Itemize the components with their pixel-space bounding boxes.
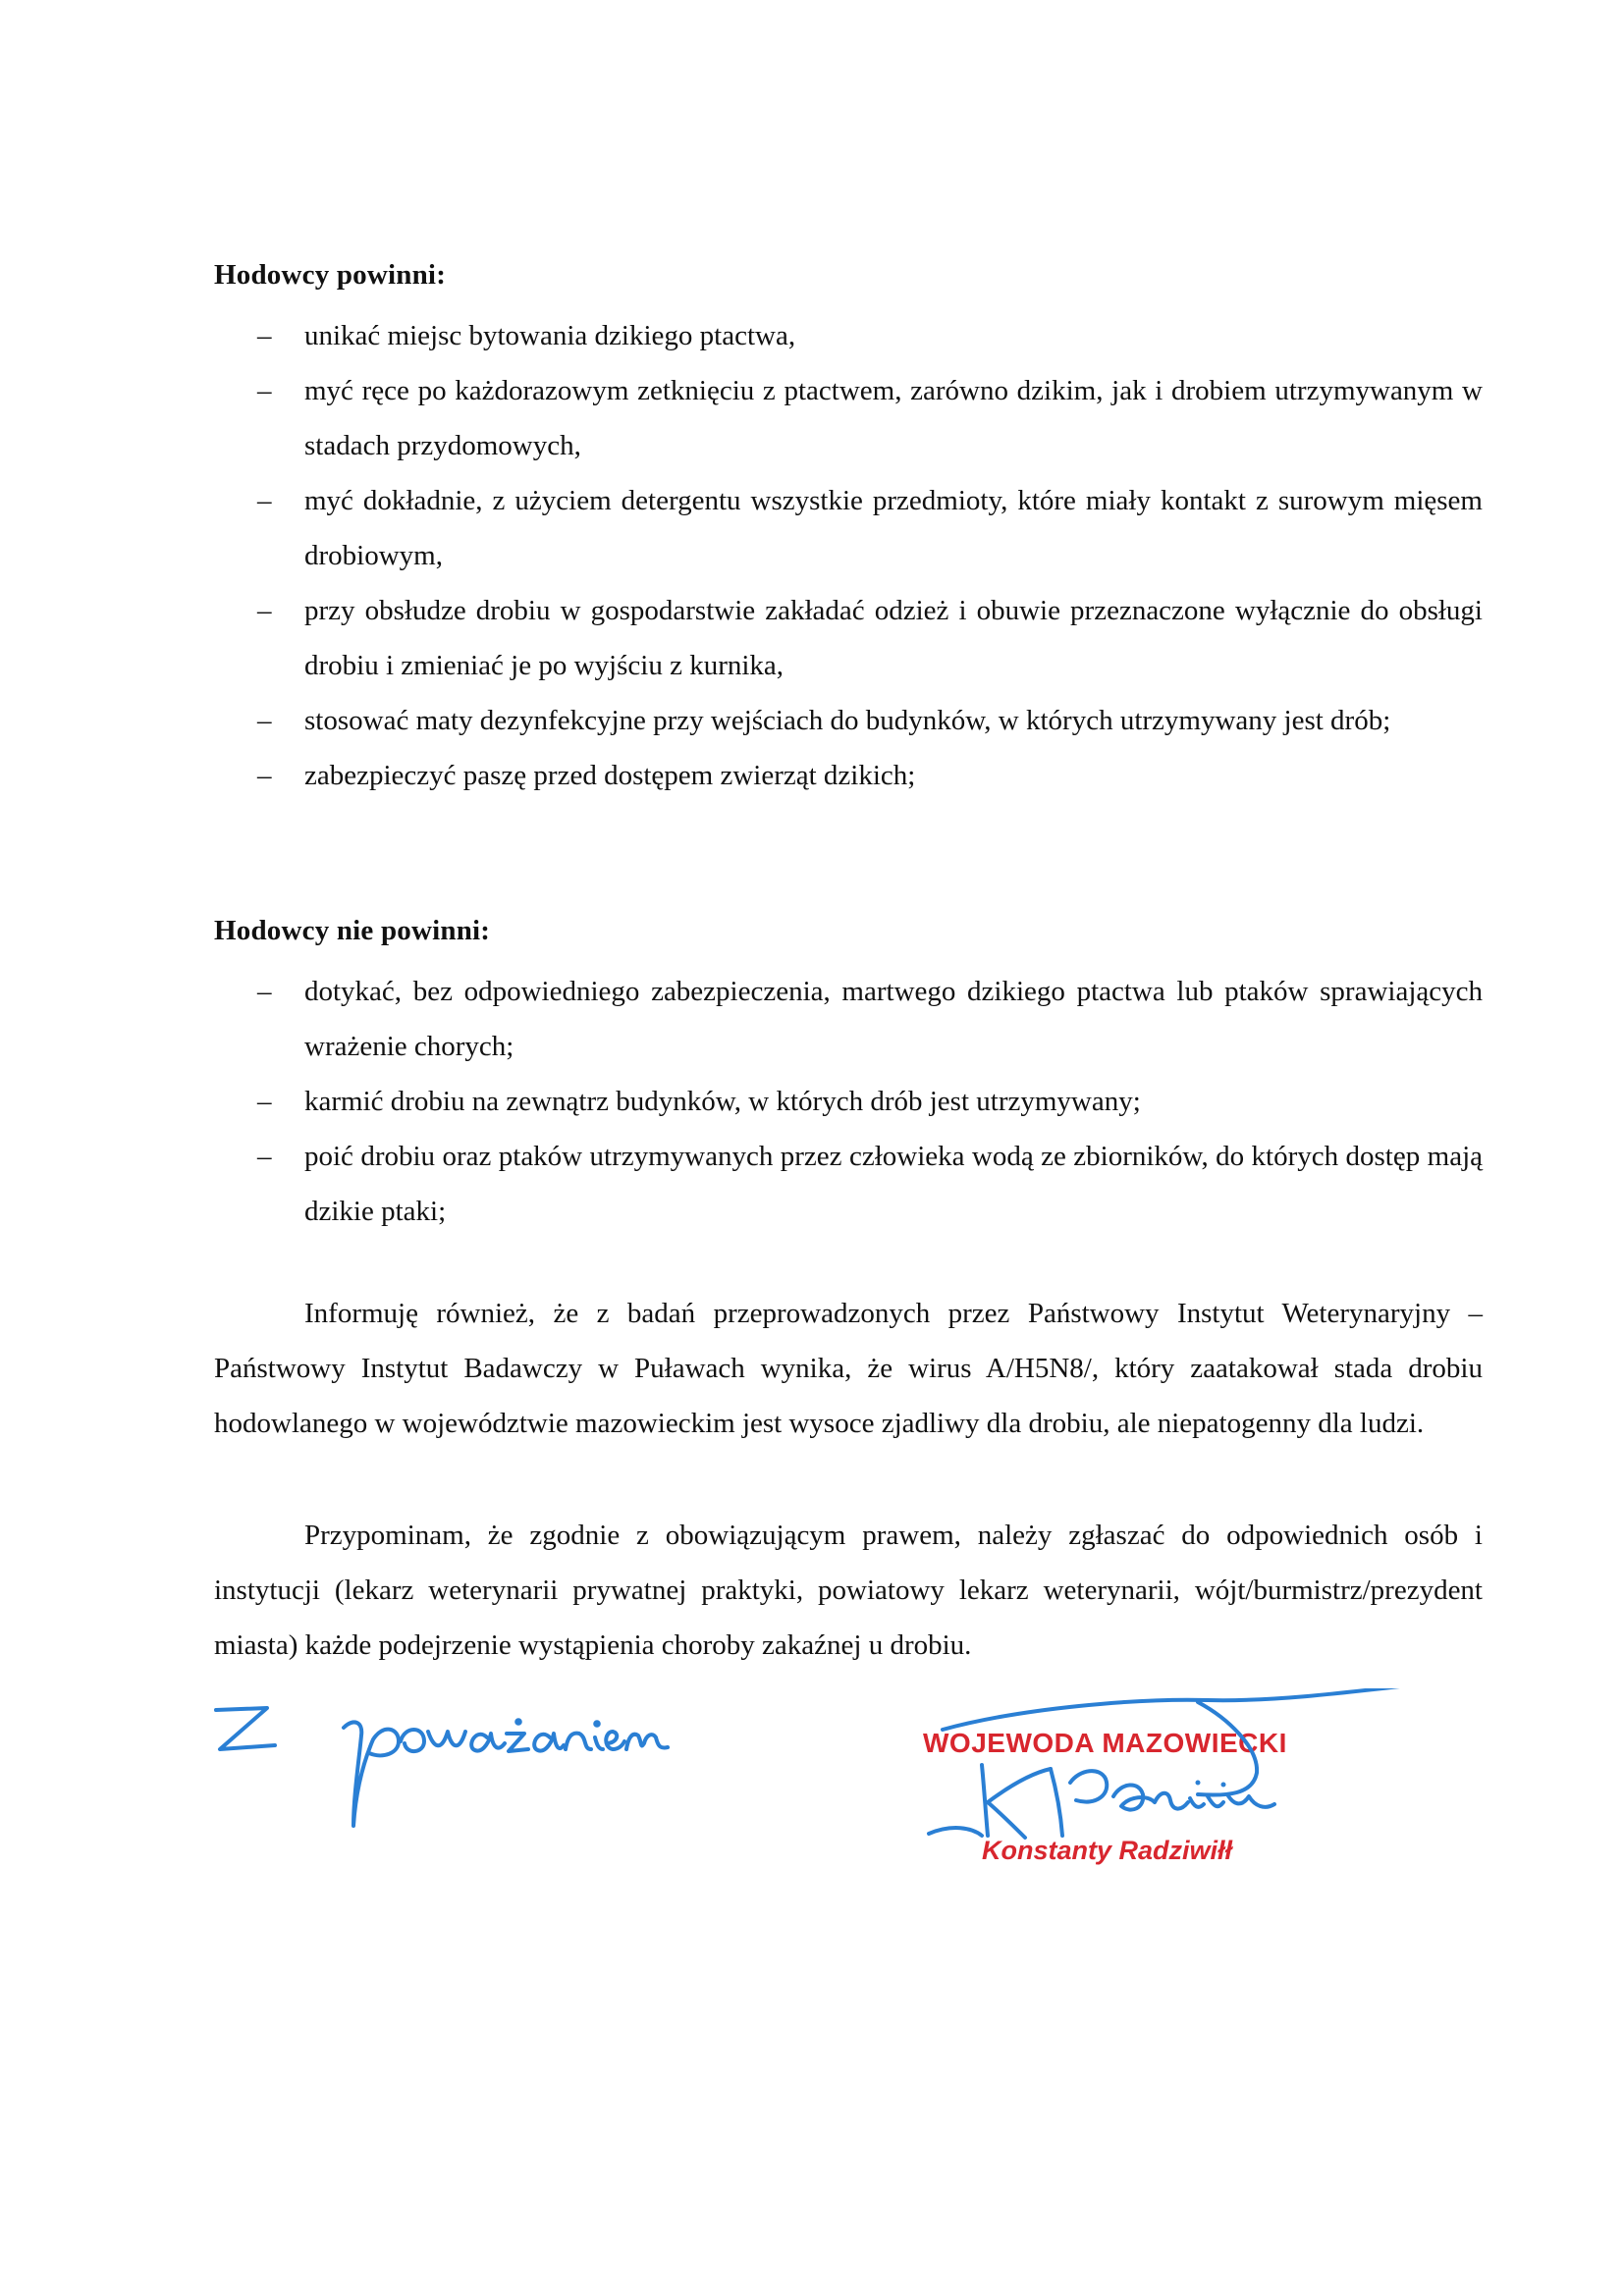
list-item: – stosować maty dezynfekcyjne przy wejściach do budynków, w których utrzymywany jest drób;	[214, 693, 1483, 748]
list-dash: –	[257, 485, 272, 516]
list-dash: –	[257, 760, 272, 791]
list-item: – przy obsłudze drobiu w gospodarstwie zakładać odzież i obuwie przeznaczone wyłącznie do obsługi drobiu i zmieniać je po wyjściu z kurnika,	[214, 583, 1483, 693]
should-not-list	[214, 964, 1483, 1239]
list-item: – myć dokładnie, z użyciem detergentu wszystkie przedmioty, które miały kontakt z surowym mięsem drobiowym,	[214, 473, 1483, 583]
section-heading-should: Hodowcy powinni:	[214, 259, 447, 291]
list-item: – unikać miejsc bytowania dzikiego ptactwa,	[214, 308, 1483, 363]
paragraph-virus-info: Informuję również, że z badań przeprowadzonych przez Państwowy Instytut Weterynaryjny – Państwowy Instytut Badawczy w Puławach wynika, że wirus A/H5N8/, który zaatakował stada drobiu hodowlanego w województwie mazowieckim jest wysoce zjadliwy dla drobiu, ale niepatogenny dla ludzi.	[214, 1298, 1483, 1439]
list-dash: –	[257, 320, 272, 351]
stamp-title: WOJEWODA MAZOWIECKI	[923, 1728, 1287, 1758]
list-dash: –	[257, 1086, 272, 1117]
section-heading-should-not: Hodowcy nie powinni:	[214, 915, 491, 946]
list-dash: –	[257, 1141, 272, 1172]
should-list	[214, 308, 1483, 803]
handwritten-closing	[206, 1688, 756, 1845]
handwritten-closing-image	[206, 1688, 756, 1845]
list-item: – dotykać, bez odpowiedniego zabezpieczenia, martwego dzikiego ptactwa lub ptaków sprawiających wrażenie chorych;	[214, 964, 1483, 1074]
handwritten-signature-image	[903, 1688, 1453, 1904]
official-stamp	[903, 1688, 1453, 1904]
stamp-name: Konstanty Radziwiłł	[982, 1836, 1233, 1865]
list-dash: –	[257, 595, 272, 626]
list-dash: –	[257, 976, 272, 1007]
list-item: – karmić drobiu na zewnątrz budynków, w których drób jest utrzymywany;	[214, 1074, 1483, 1129]
list-dash: –	[257, 705, 272, 736]
list-item: – myć ręce po każdorazowym zetknięciu z ptactwem, zarówno dzikim, jak i drobiem utrzymywanym w stadach przydomowych,	[214, 363, 1483, 473]
list-dash: –	[257, 375, 272, 406]
paragraph-reporting-duty: Przypominam, że zgodnie z obowiązującym prawem, należy zgłaszać do odpowiednich osób i instytucji (lekarz weterynarii prywatnej praktyki, powiatowy lekarz weterynarii, wójt/burmistrz/prezydent miasta) każde podejrzenie wystąpienia choroby zakaźnej u drobiu.	[214, 1520, 1483, 1661]
list-item: – zabezpieczyć paszę przed dostępem zwierząt dzikich;	[214, 748, 1483, 803]
list-item: – poić drobiu oraz ptaków utrzymywanych przez człowieka wodą ze zbiorników, do których dostęp mają dzikie ptaki;	[214, 1129, 1483, 1239]
